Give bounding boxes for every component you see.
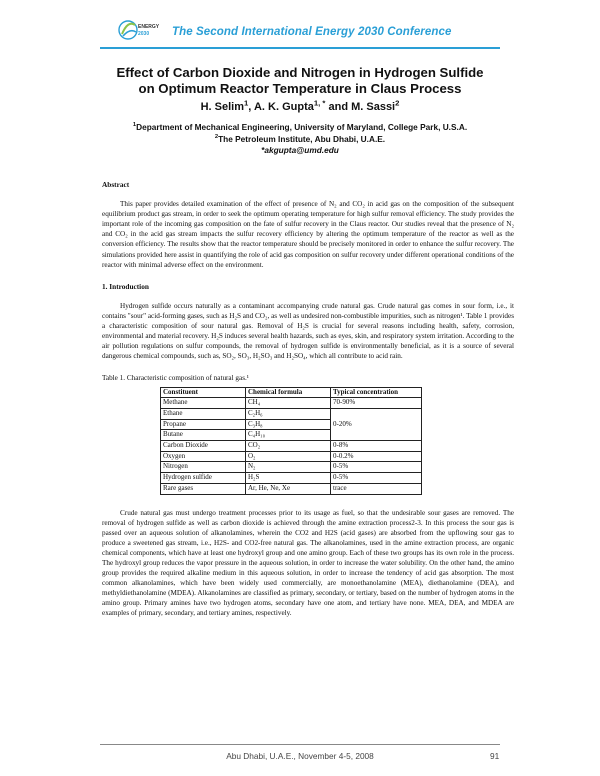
table-cell: O₂ <box>246 451 331 462</box>
table-cell: H₂S <box>246 473 331 484</box>
table-cell: Carbon Dioxide <box>161 441 246 452</box>
paper-body <box>102 180 514 631</box>
table-cell: C₄H₁₀ <box>246 430 331 441</box>
table-cell: 0-0.2% <box>331 451 422 462</box>
header-constituent: Constituent <box>161 387 246 398</box>
table-cell: C₂H₆ <box>246 408 331 419</box>
table-cell: Ar, He, Ne, Xe <box>246 483 331 494</box>
table-cell: 0-8% <box>331 441 422 452</box>
author-2-sup: 1, * <box>313 98 326 108</box>
table-row <box>161 441 422 452</box>
table-header-row <box>161 387 422 398</box>
table-cell: Propane <box>161 419 246 430</box>
logo-text-energy: ENERGY <box>138 24 160 30</box>
table-cell: Butane <box>161 430 246 441</box>
composition-table <box>160 387 422 495</box>
authors <box>60 98 540 113</box>
author-sep-2: and <box>325 101 352 113</box>
table-1-caption: Table 1. Characteristic composition of natural gas.¹ <box>102 374 249 383</box>
table-cell: Oxygen <box>161 451 246 462</box>
table-cell: Nitrogen <box>161 462 246 473</box>
footer-location-date: Abu Dhabi, U.A.E., November 4-5, 2008 <box>226 751 374 761</box>
email-link[interactable]: *akgupta@umd.edu <box>261 145 339 155</box>
table-cell: Hydrogen sulfide <box>161 473 246 484</box>
affiliation-1 <box>60 122 540 134</box>
table-cell: N₂ <box>246 462 331 473</box>
footer-divider <box>100 744 500 745</box>
affiliation-1-sup: 1 <box>132 122 137 129</box>
table-row <box>161 473 422 484</box>
table-row <box>161 462 422 473</box>
table-cell <box>331 408 422 440</box>
table-cell: 0-5% <box>331 473 422 484</box>
affiliation-2 <box>60 134 540 146</box>
author-2: A. K. Gupta <box>253 101 314 113</box>
affiliation-2-text: The Petroleum Institute, Abu Dhabi, U.A.E. <box>218 133 386 144</box>
energy-2030-logo <box>118 16 162 44</box>
table-cell: 70-90% <box>331 398 422 409</box>
table-cell: Ethane <box>161 408 246 419</box>
title-line-1: Effect of Carbon Dioxide and Nitrogen in Hydrogen Sulfide <box>116 65 484 80</box>
table-row <box>161 398 422 409</box>
table-cell: CH₄ <box>246 398 331 409</box>
table-row <box>161 408 422 419</box>
abstract-heading: Abstract <box>102 180 130 189</box>
table-row <box>161 483 422 494</box>
table-cell: Rare gases <box>161 483 246 494</box>
page-header <box>0 0 600 62</box>
table-cell: Methane <box>161 398 246 409</box>
header-divider <box>100 47 500 49</box>
introduction-paragraph-1: Hydrogen sulfide occurs naturally as a contaminant accompanying crude natural gas. Crude natural gas comes in sour form, i.e., it contains "sour" acid-forming gases, such as H₂S and CO₂, as well as undesired non-combustible impurities, such as nitrogen¹. Table 1 provides a characteristic composition of sour natural gas. Removal of H₂S is crucial for several reasons including health, safety, corrosion, environmental and material recovery. H₂S induces several health hazards, such as eyes, skin, and respiratory system irritation. According to the air pollution regulations on sulfur compounds, the removal of hydrogen sulfide is environmentally beneficial, as it is a source of several dangerous chemical compounds, such as, SO₂, SO₃, H₂SO₃ and H₂SO₄, which all contribute to acid rain. <box>102 301 514 361</box>
paper-title <box>60 65 540 97</box>
author-sep-1: , <box>248 101 254 113</box>
table-cell: C₃H₈ <box>246 419 331 430</box>
table-cell-merged: 0-20% <box>333 419 352 428</box>
conference-title: The Second International Energy 2030 Conference <box>172 26 452 38</box>
table-cell: trace <box>331 483 422 494</box>
abstract-text: This paper provides detailed examination of the effect of presence of N₂ and CO₂ in acid gas on the composition of the subsequent equilibrium product gas stream, in order to seek the optimum operating temperature for high sulfur removal efficiency. The study provides the important role of the incoming gas composition on the fate of sulfur recovery in the Claus reactor. Our studies reveal that the presence of N₂ and CO₂ in the acid gas stream impacts the sulfur recovery efficiency by altering the optimum temperature of the reactor as well as the conversion efficiency. The results show that the reactor temperature should be precisely monitored in order to enhance the sulfur recovery. The simulations provided here assist in quantifying the role of acid gas composition on sulfur recovery under different operational conditions of the reactor with minimal adverse effect on the environment. <box>102 200 514 269</box>
table-row <box>161 451 422 462</box>
table-cell: 0-5% <box>331 462 422 473</box>
page-number: 91 <box>490 751 500 761</box>
introduction-heading: 1. Introduction <box>102 281 149 291</box>
affiliation-1-text: Department of Mechanical Engineering, University of Maryland, College Park, U.S.A. <box>136 122 468 132</box>
header-typical-concentration: Typical concentration <box>331 387 422 398</box>
affiliation-2-sup: 2 <box>214 133 219 140</box>
author-1: H. Selim <box>200 101 244 113</box>
table-cell: CO₂ <box>246 441 331 452</box>
author-3-sup: 2 <box>395 98 400 108</box>
author-1-sup: 1 <box>243 98 249 108</box>
header-chemical-formula: Chemical formula <box>246 387 331 398</box>
title-line-2: on Optimum Reactor Temperature in Claus Process <box>138 81 462 96</box>
logo-text-year: 2030 <box>138 31 150 37</box>
introduction-paragraph-2: Crude natural gas must undergo treatment processes prior to its usage as fuel, so that the undesirable sour gases are removed. The removal of hydrogen sulfide as well as carbon dioxide is achieved through the amine extraction process2-3. In this process the sour gas is passed over an aqueous solution of alkanolamines, wherein the CO2 and H2S (acid gases) are absorbed from the upflowing sour gas to produce a sweetened gas stream, i.e., H2S- and CO2-free natural gas. The alkanolamines, used in the amine extraction process, are organic chemical components, which have at least one hydroxyl group and one amino group. Each of these two groups has its own role in the process. The hydroxyl group reduces the vapor pressure in the aqueous solution, in order to increase the water solubility. On the other hand, the amino group provides the required alkaline medium in this aqueous solution, in order to increase the tendency of acid gas absorption. The most common alkanolamines, which have been widely used commercially, are monoethanolamine (MEA), diethanolamine (DEA), and methyldiethanolamine (MDEA). Alkanolamines are classified as primary, secondary, or tertiary, based on the number of hydrogen atoms in the amino group. Primary amines have two hydrogen atoms, secondary have one atom, and tertiary have none. MEA, DEA, and MDEA are examples of primary, secondary, and tertiary amines, respectively. <box>102 508 514 618</box>
author-3: M. Sassi <box>351 101 396 113</box>
affiliations <box>60 122 540 157</box>
